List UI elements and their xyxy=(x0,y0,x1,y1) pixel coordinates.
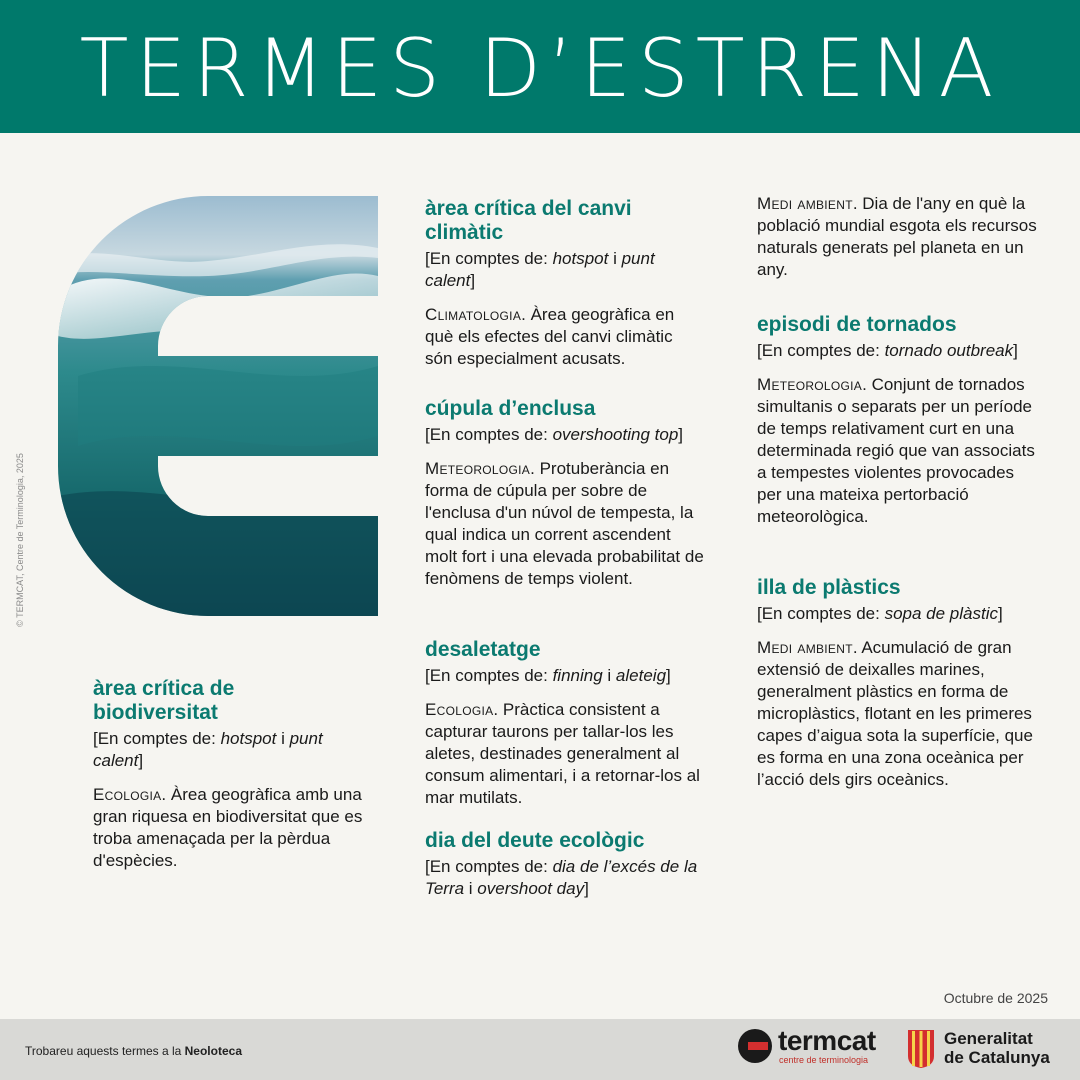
termcat-logo-icon[interactable] xyxy=(737,1028,773,1064)
term-equivalents: [En comptes de: dia de l’excés de la Terra i overshoot day] xyxy=(425,857,698,898)
footer-text: Trobareu aquests termes a la Neoloteca xyxy=(25,1044,242,1058)
term-entry-continuation xyxy=(757,193,1037,281)
termcat-name: termcat xyxy=(778,1025,876,1056)
footer-bar xyxy=(0,1019,1080,1080)
term-equivalents: [En comptes de: overshooting top] xyxy=(425,425,684,444)
term-definition: Medi ambient. Acumulació de gran extensió de deixalles marines, generalment plàstics en forma de microplàstics, flotant en les primeres capes d’aigua sota la superfície, que es forma en una zona oceànica per l’acció dels girs oceànics. xyxy=(757,638,1033,789)
term-heading: àrea crítica del canvi climàtic xyxy=(425,197,632,244)
term-entry xyxy=(757,576,1042,791)
term-entry xyxy=(425,397,705,590)
term-heading: àrea crítica de biodiversitat xyxy=(93,677,235,724)
term-entry xyxy=(93,677,363,872)
term-equivalents: [En comptes de: hotspot i punt calent] xyxy=(93,729,323,770)
term-heading: dia del deute ecològic xyxy=(425,829,645,852)
term-entry xyxy=(425,829,700,900)
term-equivalents: [En comptes de: hotspot i punt calent] xyxy=(425,249,655,290)
term-definition: Climatologia. Àrea geogràfica en què els efectes del canvi climàtic són especialment acusats. xyxy=(425,305,675,368)
copyright-notice: © TERMCAT, Centre de Terminologia, 2025 xyxy=(15,453,25,627)
term-definition: Medi ambient. Dia de l'any en què la població mundial esgota els recursos naturals generats pel planeta en un any. xyxy=(757,194,1037,279)
publication-date: Octubre de 2025 xyxy=(943,990,1048,1006)
term-heading: desaletatge xyxy=(425,638,541,661)
wave-letter-e-image xyxy=(58,196,378,616)
term-definition: Ecologia. Àrea geogràfica amb una gran riquesa en biodiversitat que es troba amenaçada per la pèrdua d'espècies. xyxy=(93,785,363,870)
term-entry xyxy=(425,638,700,809)
term-equivalents: [En comptes de: finning i aleteig] xyxy=(425,666,671,685)
generalitat-name: Generalitat de Catalunya xyxy=(944,1029,1050,1067)
page-title: TERMES D’ESTRENA xyxy=(79,22,1001,115)
term-equivalents: [En comptes de: tornado outbreak] xyxy=(757,341,1018,360)
term-heading: illa de plàstics xyxy=(757,576,901,599)
neoloteca-link[interactable]: Neoloteca xyxy=(184,1044,242,1058)
subject-field: Medi ambient xyxy=(757,194,853,213)
term-entry xyxy=(425,197,700,370)
subject-field: Ecologia xyxy=(425,700,494,719)
termcat-subtitle: centre de terminologia xyxy=(779,1055,869,1065)
term-heading: cúpula d’enclusa xyxy=(425,397,596,420)
header-banner xyxy=(0,0,1080,133)
subject-field: Meteorologia xyxy=(425,459,531,478)
subject-field: Ecologia xyxy=(93,785,162,804)
generalitat-emblem-icon[interactable] xyxy=(906,1028,936,1070)
subject-field: Medi ambient xyxy=(757,638,853,657)
term-definition: Meteorologia. Protuberància en forma de cúpula per sobre de l'enclusa d'un núvol de tempesta, la qual indica un corrent ascendent molt fort i una elevada probabilitat de fenòmens de temps violent. xyxy=(425,459,704,588)
term-definition: Meteorologia. Conjunt de tornados simultanis o separats per un període de temps relativament curt en una determinada regió que van associats a tempestes violentes provocades per una mateixa pertorbació meteorològica. xyxy=(757,375,1035,526)
subject-field: Climatologia xyxy=(425,305,522,324)
term-equivalents: [En comptes de: sopa de plàstic] xyxy=(757,604,1003,623)
term-definition: Ecologia. Pràctica consistent a capturar taurons per tallar-los les aletes, destinades generalment al consum alimentari, i a retornar-los al mar mutilats. xyxy=(425,700,700,807)
term-heading: episodi de tornados xyxy=(757,313,957,336)
term-entry xyxy=(757,313,1042,528)
subject-field: Meteorologia xyxy=(757,375,863,394)
